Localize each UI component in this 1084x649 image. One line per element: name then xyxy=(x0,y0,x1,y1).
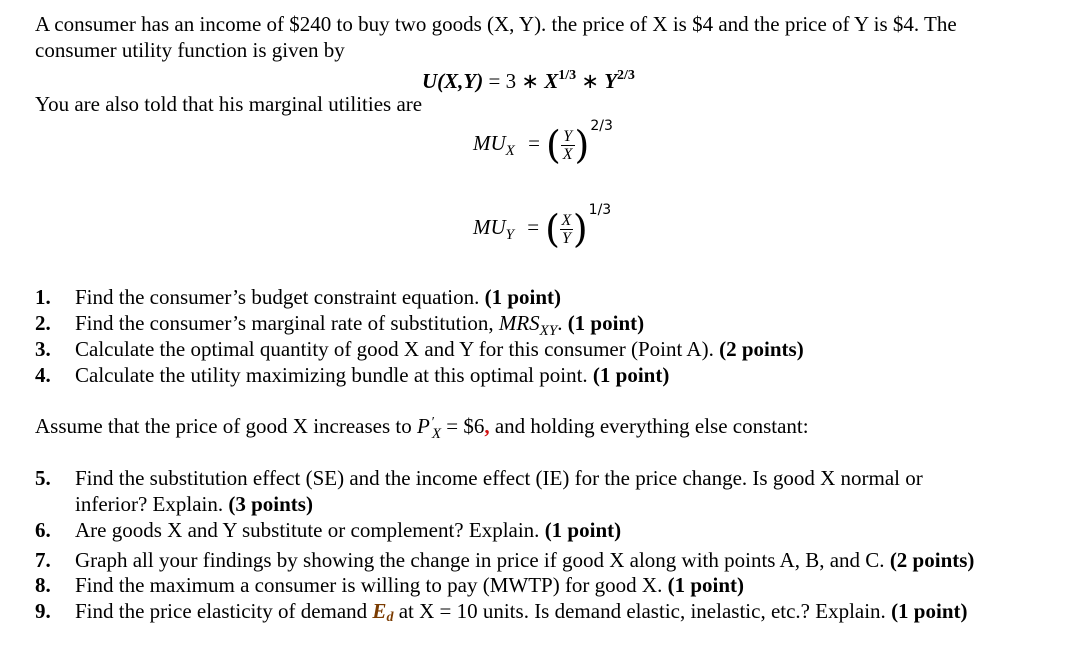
question-number: 6. xyxy=(35,518,51,542)
question-text: Are goods X and Y substitute or complement? Explain. (1 point) xyxy=(75,518,622,542)
question-text-line-1: Find the substitution effect (SE) and the income effect (IE) for the price change. Is good X normal or xyxy=(75,466,923,490)
muy-paren-left: ( xyxy=(545,207,560,251)
question-number: 1. xyxy=(35,285,51,309)
marginal-intro: You are also told that his marginal utilities are xyxy=(35,92,423,116)
question-number: 8. xyxy=(35,573,51,597)
mux-exp: 2/3 xyxy=(590,117,613,134)
muy-sub: Y xyxy=(505,226,515,243)
mux-paren-left: ( xyxy=(545,123,561,167)
assume-line: Assume that the price of good X increases to P ′ $_X$ = $6, and holding everything else constant: xyxy=(35,413,809,447)
utility-x: X xyxy=(544,69,559,93)
mux-fraction xyxy=(561,128,575,163)
mrs-sub: XY xyxy=(539,323,558,339)
red-comma: , xyxy=(484,414,490,438)
utility-eq: = 3 ∗ xyxy=(483,69,545,93)
muy-num: X xyxy=(561,211,572,229)
mux-label: MU xyxy=(473,130,506,155)
mrs-symbol: MRS xyxy=(498,311,540,335)
question-text: Find the consumer’s marginal rate of substitution, $MRS_{XY}$. (1 point) xyxy=(75,311,645,339)
question-text: Calculate the utility maximizing bundle at this optimal point. (1 point) xyxy=(75,363,670,387)
mux-eq: = xyxy=(528,130,540,155)
question-number: 7. xyxy=(35,548,51,572)
intro-line-2: consumer utility function is given by xyxy=(35,38,345,62)
mux-den: X xyxy=(562,145,573,163)
muy-exp: 1/3 xyxy=(588,201,612,218)
question-text-line-2: inferior? Explain. (3 points) xyxy=(75,492,313,516)
question-text: Find the maximum a consumer is willing to pay (MWTP) for good X. (1 point) xyxy=(75,573,745,597)
price-symbol: P xyxy=(416,414,430,438)
price-prime: ′ xyxy=(430,415,434,430)
price-sub: X xyxy=(431,426,441,442)
muy-den: Y xyxy=(561,229,571,247)
muy-eq: = xyxy=(527,214,540,239)
muy-label: MU xyxy=(473,214,506,239)
question-number: 5. xyxy=(35,466,51,490)
utility-lhs: U(X,Y) xyxy=(422,69,484,93)
mux-sub: X xyxy=(505,142,515,159)
utility-y-exp: 2/3 xyxy=(617,68,635,83)
mux-num: Y xyxy=(563,127,573,145)
mux-paren-right: ) xyxy=(574,123,590,167)
question-text: Find the price elasticity of demand Ed at X = 10 units. Is demand elastic, inelastic, etc.? Explain. (1 point) xyxy=(75,599,968,625)
question-number: 9. xyxy=(35,599,51,623)
question-text: Graph all your findings by showing the change in price if good X along with points A, B, and C. (2 points) xyxy=(75,548,975,572)
question-text: Find the consumer’s budget constraint equation. (1 point) xyxy=(75,285,562,309)
question-text: Calculate the optimal quantity of good X and Y for this consumer (Point A). (2 points) xyxy=(75,337,804,361)
muy-fraction xyxy=(560,212,573,247)
question-number: 2. xyxy=(35,311,51,335)
utility-equation xyxy=(422,63,635,94)
elasticity-symbol: E xyxy=(372,599,387,623)
utility-mult: ∗ xyxy=(576,69,605,93)
utility-y: Y xyxy=(604,69,618,93)
question-number: 4. xyxy=(35,363,51,387)
elasticity-sub: d xyxy=(386,610,394,625)
utility-x-exp: 1/3 xyxy=(558,68,577,83)
mux-equation xyxy=(473,117,613,167)
question-number: 3. xyxy=(35,337,51,361)
muy-equation xyxy=(473,201,612,251)
muy-paren-right: ) xyxy=(572,207,588,251)
intro-line-1: A consumer has an income of $240 to buy two goods (X, Y). the price of X is $4 and the price of Y is $4. The xyxy=(35,12,957,36)
